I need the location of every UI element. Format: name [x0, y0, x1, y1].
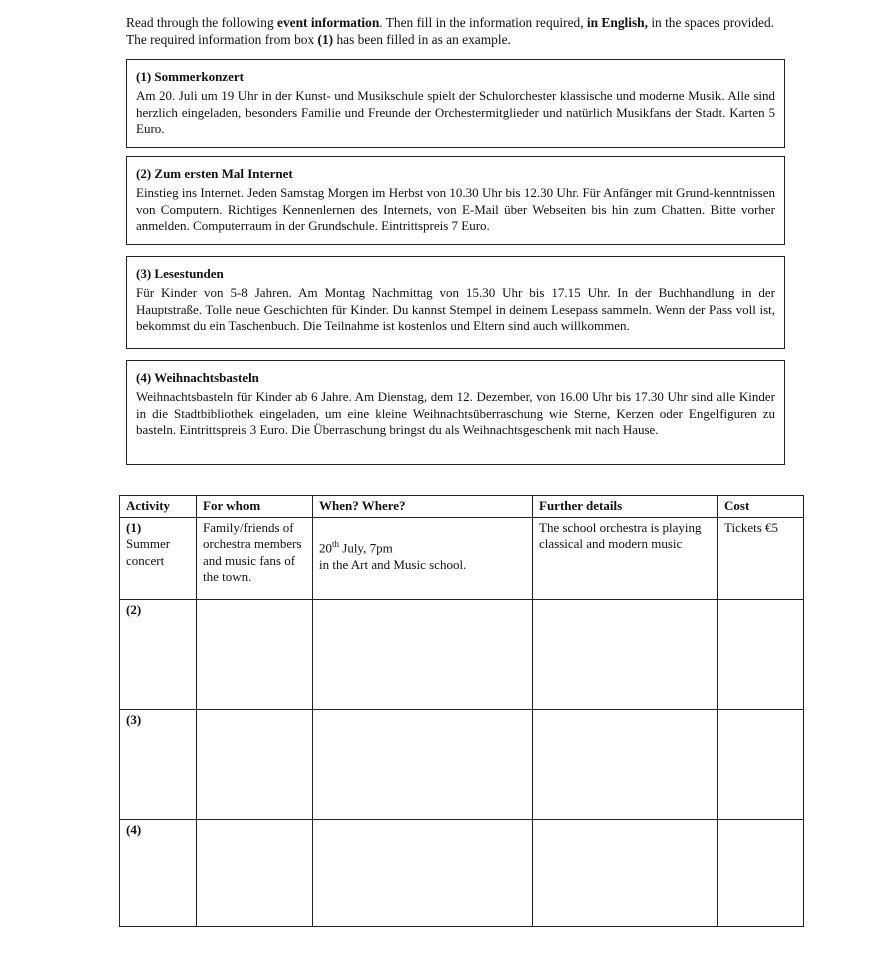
answer-cell-4-for-whom[interactable]	[197, 820, 313, 927]
row-label-1: (1)	[126, 520, 142, 535]
table-row	[120, 600, 804, 710]
example-for-whom: Family/friends of orchestra members and music fans of the town.	[197, 518, 313, 600]
example-when	[319, 536, 526, 557]
table-row	[120, 710, 804, 820]
header-when-where: When? Where?	[313, 496, 533, 518]
answer-cell-2-details[interactable]	[533, 600, 718, 710]
event-box-1	[126, 59, 785, 148]
answer-cell-4-details[interactable]	[533, 820, 718, 927]
example-date-rest: July, 7pm	[339, 540, 393, 556]
example-date-suffix: th	[332, 539, 340, 549]
event-text-4: Weihnachtsbasteln für Kinder ab 6 Jahre. Am Dienstag, dem 12. Dezember, von 16.00 Uhr bis 17.30 Uhr sind alle Kinder in die Stadtbibliothek eingeladen, um eine kleine Weihnachtsüberraschung wie Sterne, Kerzen oder Engelfiguren zu basteln. Eintrittspreis 3 Euro. Die Überraschung bringst du als Weihnachtsgeschenk mit nach Hause.	[136, 389, 775, 437]
row-label-4: (4)	[120, 820, 197, 927]
answer-cell-3-when-where[interactable]	[313, 710, 533, 820]
answer-cell-2-for-whom[interactable]	[197, 600, 313, 710]
answer-cell-4-cost[interactable]	[718, 820, 804, 927]
header-further-details: Further details	[533, 496, 718, 518]
table-row	[120, 518, 804, 600]
event-text-3: Für Kinder von 5-8 Jahren. Am Montag Nachmittag von 15.30 Uhr bis 17.15 Uhr. In der Buchhandlung in der Hauptstraße. Tolle neue Geschichten für Kinder. Du kannst Stempel in deinem Lesepass sammeln. Wenn der Pass voll ist, bekommst du ein Taschenbuch. Die Teilnahme ist kostenlos und Eltern sind auch willkommen.	[136, 285, 775, 333]
instructions-text-4: has been filled in as an example.	[333, 32, 511, 47]
header-cost: Cost	[718, 496, 804, 518]
instructions-bold-3: (1)	[317, 32, 334, 47]
event-box-2	[126, 156, 785, 245]
event-text-1: Am 20. Juli um 19 Uhr in der Kunst- und Musikschule spielt der Schulorchester klassische und moderne Musik. Alle sind herzlich eingeladen, besonders Familie und Freunde der Orchestermitglieder und natürlich Musikfans der Stadt. Karten 5 Euro.	[136, 88, 775, 136]
answer-table	[119, 495, 804, 927]
answer-cell-2-when-where[interactable]	[313, 600, 533, 710]
event-heading-1: (1) Sommerkonzert	[136, 69, 244, 84]
event-heading-3: (3) Lesestunden	[136, 266, 224, 281]
row-label-3: (3)	[120, 710, 197, 820]
event-heading-2: (2) Zum ersten Mal Internet	[136, 166, 293, 181]
example-date-day: 20	[319, 540, 332, 556]
answer-cell-3-for-whom[interactable]	[197, 710, 313, 820]
event-heading-4: (4) Weihnachtsbasteln	[136, 370, 259, 385]
header-for-whom: For whom	[197, 496, 313, 518]
example-when-where-cell	[313, 518, 533, 600]
instructions-text-2: . Then fill in the information required,	[379, 15, 587, 30]
event-box-3	[126, 256, 785, 349]
row-label-2: (2)	[120, 600, 197, 710]
answer-cell-3-details[interactable]	[533, 710, 718, 820]
answer-cell-4-when-where[interactable]	[313, 820, 533, 927]
example-details: The school orchestra is playing classical and modern music	[533, 518, 718, 600]
table-header-row	[120, 496, 804, 518]
example-activity: Summer concert	[126, 536, 171, 568]
example-activity-cell	[120, 518, 197, 600]
answer-cell-3-cost[interactable]	[718, 710, 804, 820]
instructions-text-1: Read through the following	[126, 15, 277, 30]
event-box-4	[126, 360, 785, 465]
example-cost: Tickets €5	[718, 518, 804, 600]
header-activity: Activity	[120, 496, 197, 518]
instructions	[126, 14, 776, 48]
instructions-bold-2: in English,	[586, 15, 648, 30]
table-row	[120, 820, 804, 927]
instructions-text-3: in the spaces provided. The required information from box	[126, 15, 775, 47]
answer-cell-2-cost[interactable]	[718, 600, 804, 710]
example-where: in the Art and Music school.	[319, 556, 467, 572]
instructions-bold-1: event information	[277, 15, 380, 30]
event-text-2: Einstieg ins Internet. Jeden Samstag Morgen im Herbst von 10.30 Uhr bis 12.30 Uhr. Für Anfänger mit Grund-kenntnissen von Computern. Richtiges Kennenlernen des Internets, von E-Mail über Webseiten bis hin zum Chatten. Bitte vorher anmelden. Computerraum in der Grundschule. Eintrittspreis 7 Euro.	[136, 185, 775, 233]
